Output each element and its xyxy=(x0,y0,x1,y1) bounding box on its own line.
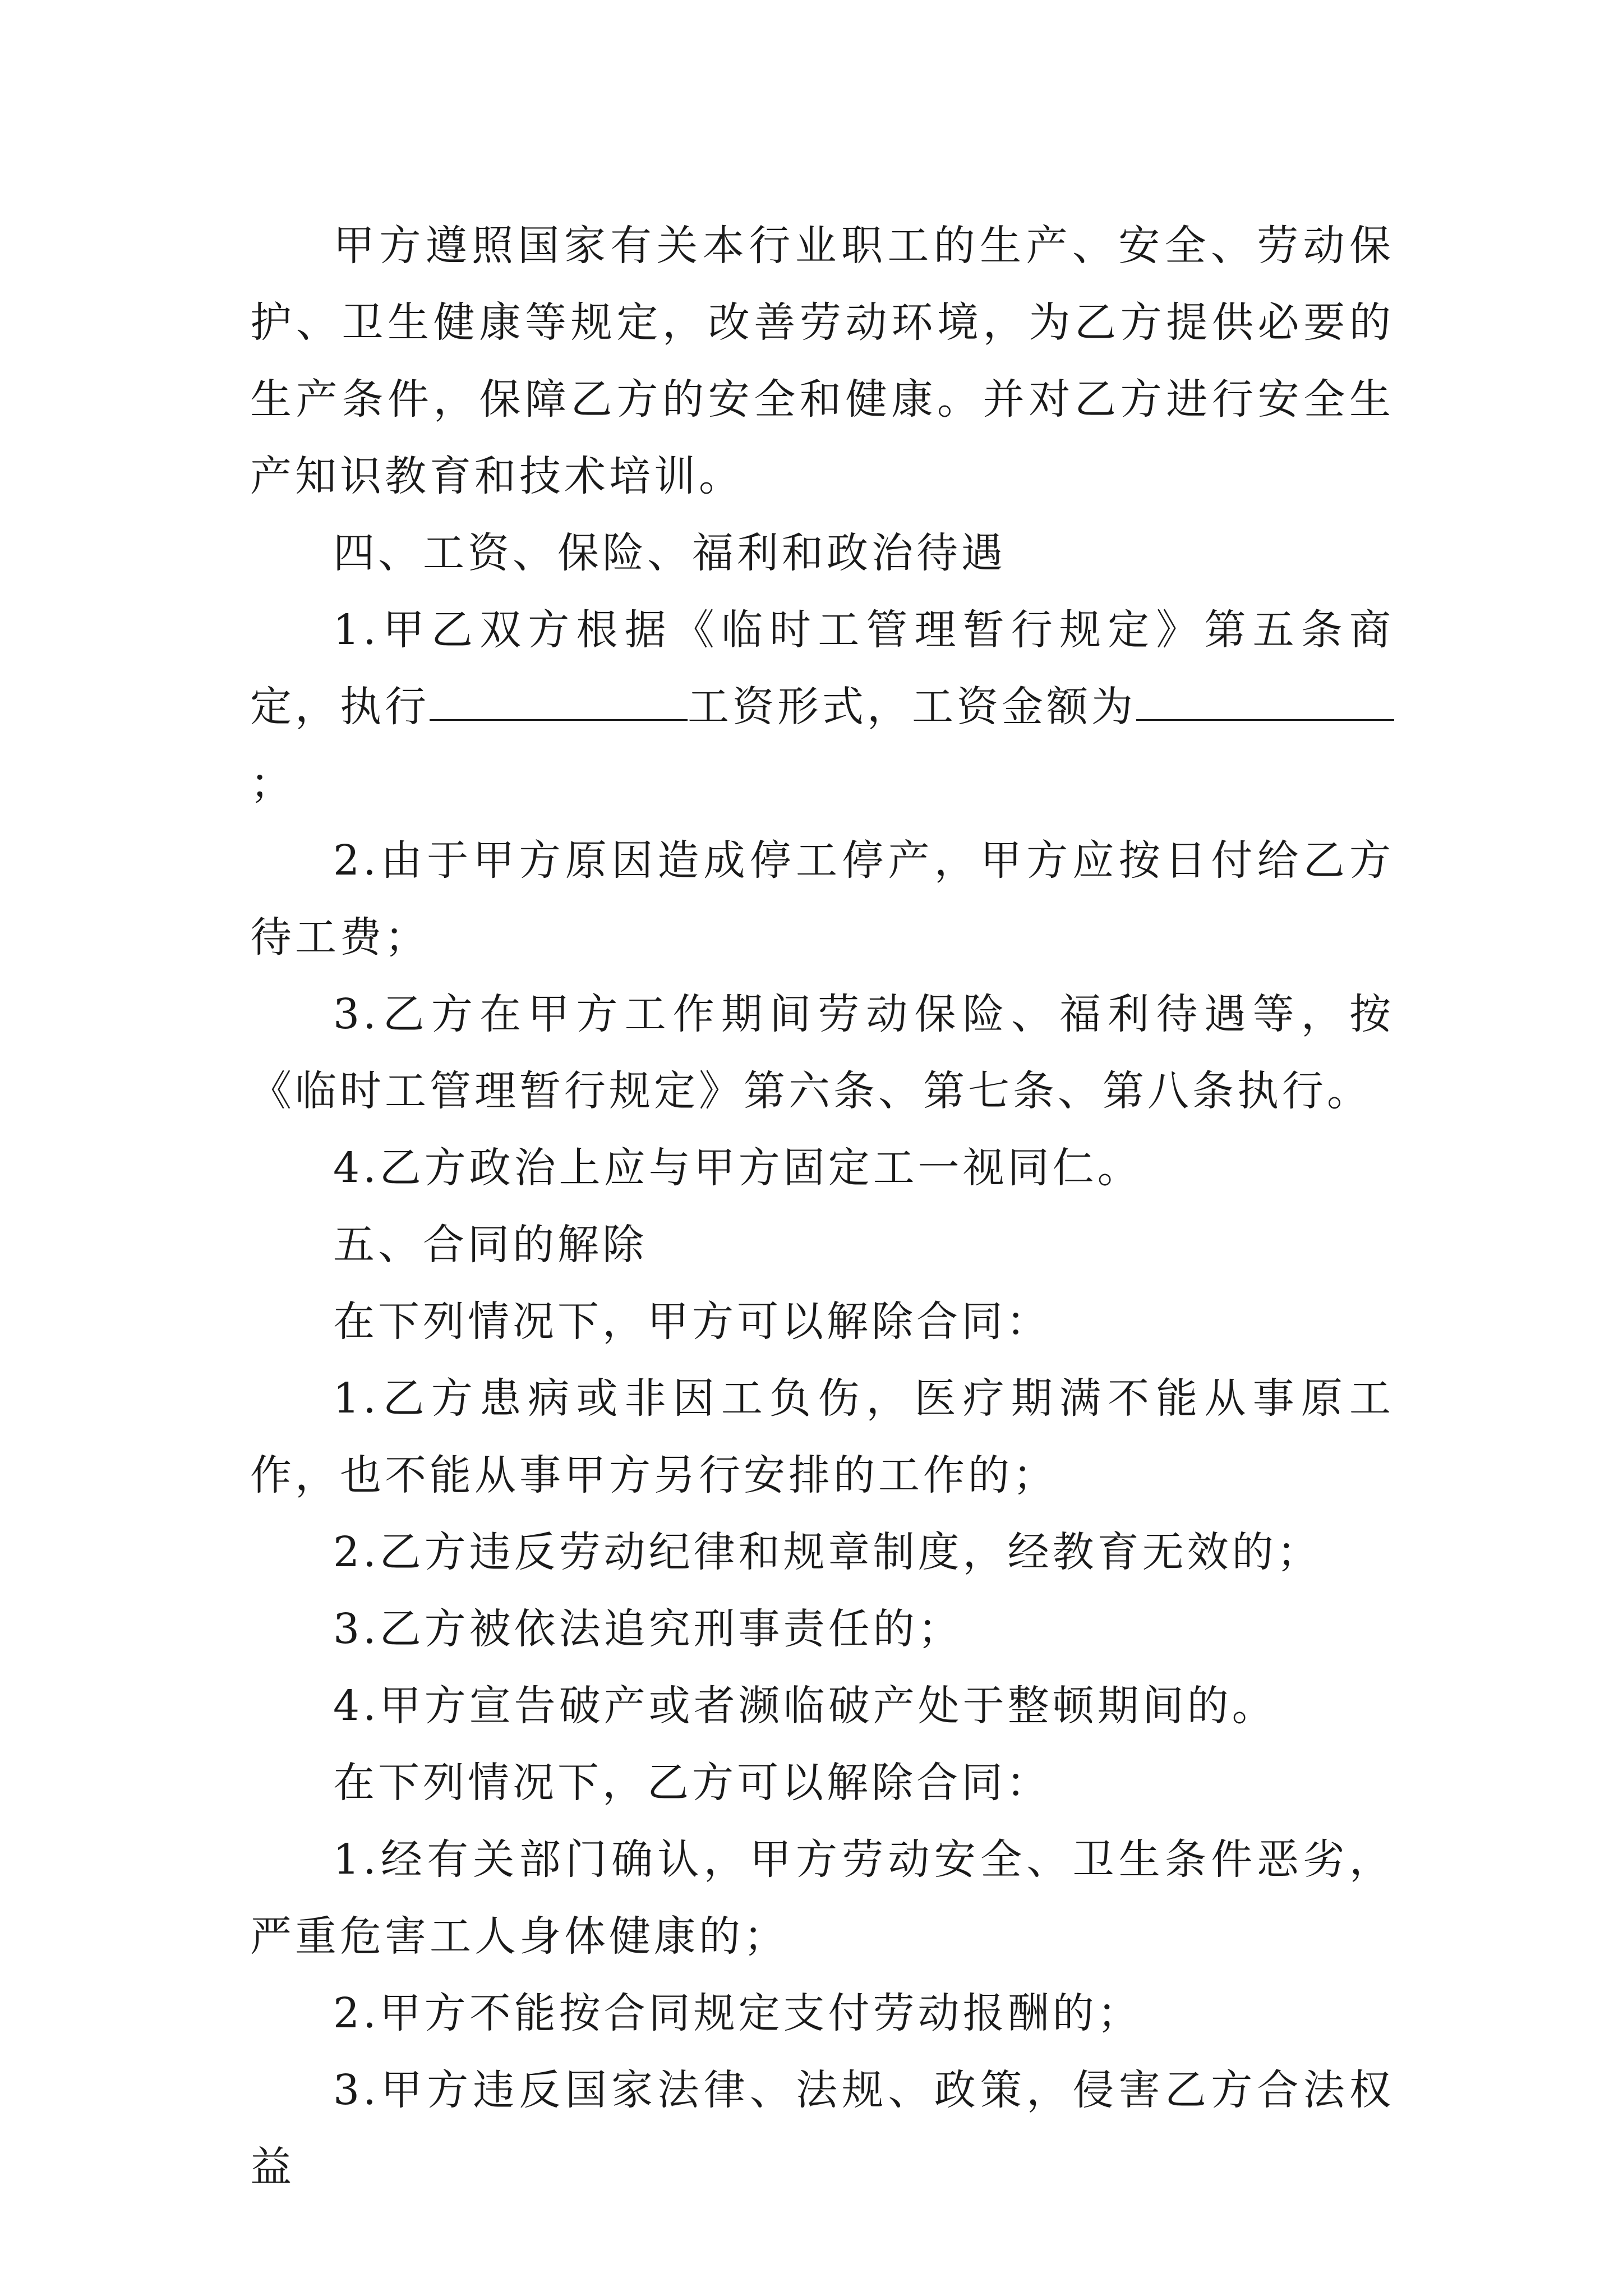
wage-amount-blank xyxy=(1136,685,1394,721)
paragraph-party-b-termination-intro: 在下列情况下，乙方可以解除合同： xyxy=(333,1759,1051,1807)
section-heading-wages: 四、工资、保险、福利和政治待遇 xyxy=(333,529,1006,577)
wage-form-text-start: 1.甲乙双方根据《临时工管理暂行规定》第五条商定，执行 xyxy=(250,606,1394,731)
paragraph-political-treatment: 4.乙方政治上应与甲方固定工一视同仁。 xyxy=(333,1144,1142,1192)
section-heading-termination: 五、合同的解除 xyxy=(333,1221,647,1269)
wage-form-blank xyxy=(430,685,688,721)
paragraph-party-b-termination-2: 2.甲方不能按合同规定支付劳动报酬的； xyxy=(333,1989,1142,2037)
paragraph-party-a-termination-1: 1.乙方患病或非因工负伤，医疗期满不能从事原工作，也不能从事甲方另行安排的工作的； xyxy=(250,1374,1394,1499)
document-body xyxy=(250,208,1394,2206)
wage-form-text-end: ； xyxy=(250,760,295,808)
paragraph-insurance: 3.乙方在甲方工作期间劳动保险、福利待遇等，按《临时工管理暂行规定》第六条、第七条、第八条执行。 xyxy=(250,990,1394,1115)
paragraph-party-a-termination-3: 3.乙方被依法追究刑事责任的； xyxy=(333,1605,963,1653)
paragraph-party-a-termination-intro: 在下列情况下，甲方可以解除合同： xyxy=(333,1297,1051,1346)
paragraph-party-a-termination-4: 4.甲方宣告破产或者濒临破产处于整顿期间的。 xyxy=(333,1682,1277,1730)
paragraph-party-b-termination-1: 1.经有关部门确认，甲方劳动安全、卫生条件恶劣，严重危害工人身体健康的； xyxy=(250,1835,1394,1961)
paragraph-safety: 甲方遵照国家有关本行业职工的生产、安全、劳动保护、卫生健康等规定，改善劳动环境，为乙方提供必要的生产条件，保障乙方的安全和健康。并对乙方进行安全生产知识教育和技术培训。 xyxy=(250,222,1394,500)
paragraph-party-a-termination-2: 2.乙方违反劳动纪律和规章制度，经教育无效的； xyxy=(333,1528,1322,1576)
paragraph-party-b-termination-3: 3.甲方违反国家法律、法规、政策，侵害乙方合法权益 xyxy=(250,2066,1394,2191)
wage-form-text-middle: 工资形式，工资金额为 xyxy=(688,683,1136,731)
paragraph-wage-form xyxy=(250,592,1394,822)
paragraph-stoppage-pay: 2.由于甲方原因造成停工停产，甲方应按日付给乙方待工费； xyxy=(250,836,1394,961)
